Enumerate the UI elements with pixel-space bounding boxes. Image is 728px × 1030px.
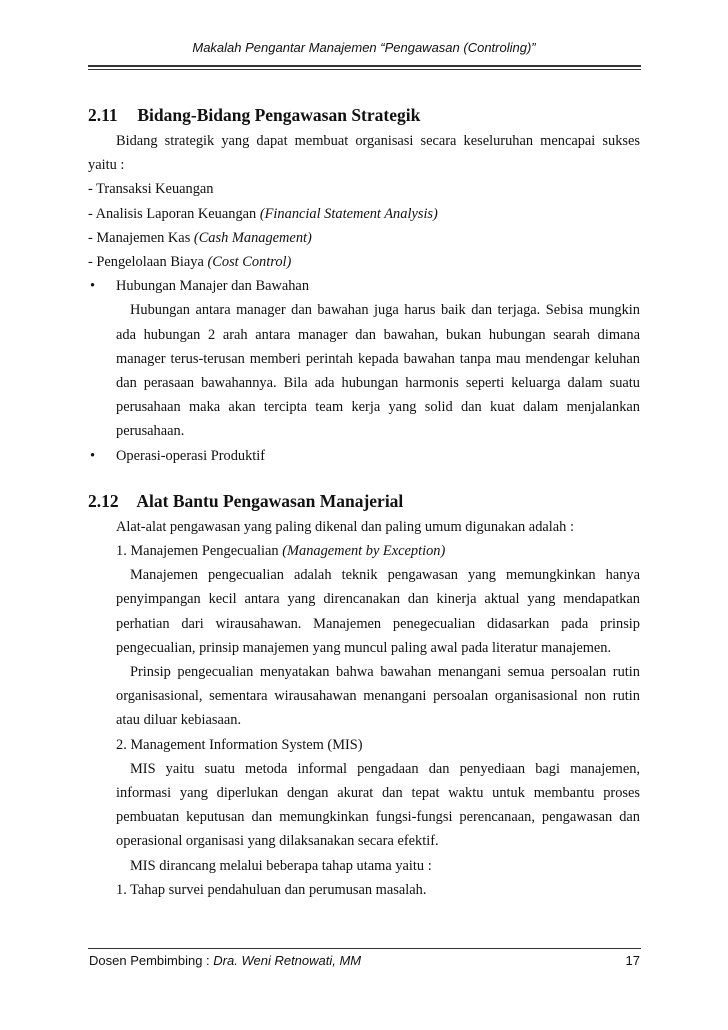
bullet-operasi — [88, 444, 640, 468]
step-1: 1. Tahap survei pendahuluan dan perumusan masalah. — [116, 881, 427, 898]
list-item-2-title: 2. Management Information System (MIS) — [116, 736, 363, 753]
list-item: - Pengelolaan Biaya (Cost Control) — [88, 254, 292, 271]
section-number: 2.11 — [88, 105, 118, 125]
bullet-title: Operasi-operasi Produktif — [116, 447, 266, 464]
paragraph-mis-tahap: MIS dirancang melalui beberapa tahap utama yaitu : — [130, 857, 432, 874]
paragraph-mis: MIS yaitu suatu metoda informal pengadaan dan penyediaan bagi manajemen, informasi yang diperlukan dengan akurat dan tepat waktu untuk membantu proses pembuatan keputusan dan memungkinkan fungsi-fungsi perencanaan, pengawasan dan operasional organisasi yang dilaksanakan secara efektif. — [116, 760, 640, 850]
intro-line-2: yaitu : — [88, 157, 125, 174]
page-header: Makalah Pengantar Manajemen “Pengawasan (Controling)” — [192, 40, 536, 55]
intro-line-1: Bidang strategik yang dapat membuat organisasi secara keseluruhan mencapai sukses — [116, 133, 640, 149]
section-heading-2-11 — [88, 104, 640, 126]
page-number: 17 — [625, 953, 640, 968]
bullet-title: Hubungan Manajer dan Bawahan — [116, 278, 310, 295]
footer-supervisor: Dosen Pembimbing : Dra. Weni Retnowati, MM — [89, 953, 362, 968]
list-item: - Manajemen Kas (Cash Management) — [88, 229, 312, 246]
section-number: 2.12 — [88, 490, 119, 511]
paragraph-prinsip-pengecualian: Prinsip pengecualian menyatakan bahwa bawahan menangani semua persoalan rutin organisasional, sementara wirausahawan menangani persoalan organisasional non rutin atau diluar kebiasaan. — [116, 664, 640, 729]
section-heading-2-12 — [88, 490, 640, 512]
list-item: - Transaksi Keuangan — [88, 181, 214, 198]
page-body — [88, 104, 640, 902]
footer-rule — [88, 948, 641, 949]
bullet-hubungan — [88, 274, 640, 298]
bullet-icon: • — [90, 447, 96, 464]
header-rule — [88, 65, 641, 67]
paragraph-hubungan: Hubungan antara manager dan bawahan juga harus baik dan terjaga. Sebisa mungkin ada hubungan 2 arah antara manager dan bawahan, bukan hubungan searah dimana manager terus-terusan memberi perintah kepada bawahan tanpa mau mendengar keluhan dan perasaan bawahannya. Bila ada hubungan harmonis seperti keluarga dalam suatu perusahaan maka akan tercipta team kerja yang solid dan kuat dalam menjalankan perusahaan. — [116, 302, 640, 440]
list-item: - Analisis Laporan Keuangan (Financial Statement Analysis) — [88, 205, 438, 222]
section-title: Bidang-Bidang Pengawasan Strategik — [137, 105, 421, 125]
list-item-1-title: 1. Manajemen Pengecualian (Management by Exception) — [116, 543, 446, 560]
paragraph-manajemen-pengecualian: Manajemen pengecualian adalah teknik pengawasan yang memungkinkan hanya penyimpangan kecil antara yang direncanakan dan kinerja aktual yang mendapatkan perhatian dari wirausahawan. Manajemen penegecualian didasarkan pada prinsip pengecualian, prinsip manajemen yang muncul paling awal pada literatur manajemen. — [116, 567, 640, 656]
bullet-icon: • — [90, 278, 96, 295]
section2-intro: Alat-alat pengawasan yang paling dikenal dan paling umum digunakan adalah : — [116, 518, 574, 535]
header-rule-thin — [88, 69, 641, 70]
section-title: Alat Bantu Pengawasan Manajerial — [136, 490, 404, 511]
